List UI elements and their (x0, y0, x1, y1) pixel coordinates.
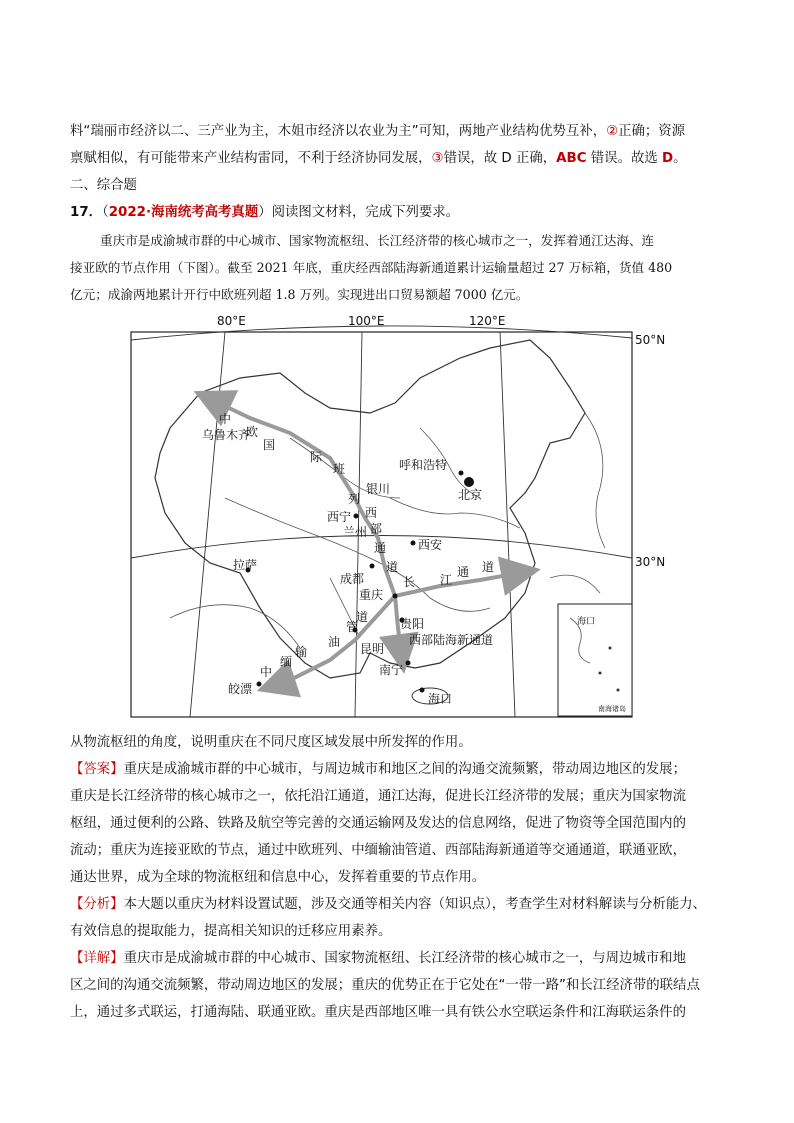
lon-100-label: 100°E (348, 314, 385, 328)
answer-tag: 【答案】 (70, 762, 124, 777)
city-xian: 西安 (418, 538, 443, 552)
detail-tag: 【详解】 (70, 951, 124, 966)
question-ask: 从物流枢纽的角度，说明重庆在不同尺度区域发展中所发挥的作用。 (70, 735, 472, 750)
city-kunming: 昆明 (360, 642, 385, 656)
route-char: 欧 (246, 425, 259, 439)
answer-continuation-line-2 (70, 145, 726, 172)
text-run: 料“瑞丽市经济以二、三产业为主，木姐市经济以农业为主”可知，两地产业结构优势互补， (70, 124, 607, 139)
route-char: 中 (219, 412, 232, 426)
route-char: 管 (346, 620, 359, 634)
route-char: 油 (328, 635, 341, 649)
lon-120-label: 120°E (469, 314, 506, 328)
city-jiegao: 皎漂 (228, 682, 253, 696)
city-xining: 西宁 (327, 510, 352, 524)
city-lanzhou: 兰州 (343, 525, 368, 539)
circled-number: ③ (431, 151, 444, 166)
answer-continuation-line-1 (70, 118, 726, 145)
answer-line-1 (70, 756, 726, 783)
question-stem (70, 199, 726, 226)
city-chengdu: 成都 (340, 572, 365, 586)
inset-caption: 南海诸岛 (598, 705, 626, 713)
city-guiyang: 贵阳 (400, 617, 425, 631)
option-letters: ABC (556, 151, 587, 166)
route-char: 通 (374, 541, 387, 555)
lat-50-label: 50°N (635, 333, 666, 347)
text-run: 重庆市是成渝城市群的中心城市、国家物流枢纽、长江经济带的核心城市之一，与周边城市和地 (123, 951, 686, 966)
route-char: 道 (482, 560, 495, 574)
answer-line-2: 重庆是长江经济带的核心城市之一，依托沿江通道，通江达海，促进长江经济带的发展；重庆为国家物流 (70, 789, 686, 804)
route-char: 长 (403, 575, 416, 589)
question-prompt: 阅读图文材料，完成下列要求。 (271, 205, 460, 220)
analysis-tag: 【分析】 (70, 897, 124, 912)
detail-line-2: 区之间的沟通交流频繁，带动周边地区的发展；重庆的优势正在于它处在“一带一路”和长江经济带的联结点 (70, 978, 700, 993)
city-yinchuan: 银川 (366, 482, 391, 496)
route-char: 中 (260, 665, 273, 679)
city-urumqi: 乌鲁木齐 (202, 428, 251, 442)
question-source: 2022·海南统考高考真题 (108, 205, 259, 220)
material-line-3: 亿元；成渝两地累计开行中欧班列超 1.8 万列。实现进出口贸易额超 7000 亿元。 (70, 287, 529, 302)
option-letter: D (662, 151, 674, 166)
text-run: 。 (673, 151, 687, 166)
route-map (130, 314, 666, 718)
analysis-line-2: 有效信息的提取能力，提高相关知识的迁移应用素养。 (70, 924, 392, 939)
material-line-2: 接亚欧的节点作用（下图）。截至 2021 年底，重庆经西部陆海新通道累计运输量超过 27 万标箱，货值 480 (70, 260, 673, 275)
city-nanning: 南宁 (379, 663, 404, 677)
answer-line-4: 流动；重庆为连接亚欧的节点，通过中欧班列、中缅输油管道、西部陆海新通道等交通通道，联通亚欧， (70, 843, 686, 858)
city-hohhot: 呼和浩特 (399, 458, 448, 472)
analysis-line-1 (70, 891, 726, 918)
paren: ） (258, 205, 272, 220)
route-char: 输 (295, 645, 308, 659)
route-char: 列 (348, 492, 361, 506)
detail-line-1 (70, 945, 726, 972)
section-heading: 二、综合题 (70, 178, 137, 193)
route-char: 西 (365, 506, 378, 520)
detail-line-3: 上，通过多式联运，打通海陆、联通亚欧。重庆是西部地区唯一具有铁公水空联运条件和江海联运条件的 (70, 1005, 686, 1020)
answer-line-5: 通达世界，成为全球的物流枢纽和信息中心，发挥着重要的节点作用。 (70, 870, 486, 885)
route-char: 际 (310, 450, 323, 464)
text-run: 重庆是成渝城市群的中心城市，与周边城市和地区之间的沟通交流频繁，带动周边地区的发展； (123, 762, 686, 777)
city-beijing: 北京 (458, 488, 483, 502)
city-lhasa: 拉萨 (233, 558, 258, 572)
text-run: 正确；资源 (618, 124, 686, 139)
city-haikou: 海口 (428, 692, 453, 706)
text-run: 错误。故选 (586, 151, 662, 166)
inset-haikou: 海口 (577, 617, 596, 627)
map-svg (130, 318, 635, 718)
text-run: 禀赋相似，有可能带来产业结构雷同，不利于经济协同发展， (70, 151, 432, 166)
material-line-1: 重庆市是成渝城市群的中心城市、国家物流枢纽、长江经济带的核心城市之一，发挥着通江达海、连 (100, 233, 655, 248)
circled-number: ② (606, 124, 619, 139)
route-char: 部 (370, 522, 383, 536)
route-char: 国 (263, 438, 276, 452)
text-run: 本大题以重庆为材料设置试题，涉及交通等相关内容（知识点），考查学生对材料解读与分析能力、 (123, 897, 707, 912)
route-char: 通 (457, 565, 470, 579)
corridor-label: 西部陆海新通道 (409, 633, 494, 647)
route-char: 江 (440, 573, 453, 587)
paren: （ (102, 205, 109, 220)
lon-80-label: 80°E (217, 314, 246, 328)
text-run: 错误，故 D 正确， (443, 151, 557, 166)
question-number: 17． (70, 205, 103, 220)
route-char: 道 (356, 610, 369, 624)
lat-30-label: 30°N (635, 555, 666, 569)
city-chongqing: 重庆 (359, 588, 384, 602)
route-char: 班 (333, 462, 346, 476)
route-char: 道 (386, 560, 399, 574)
answer-line-3: 枢纽，通过便利的公路、铁路及航空等完善的交通运输网及发达的信息网络，促进了物资等全国范围内的 (70, 816, 686, 831)
route-char: 缅 (280, 655, 293, 669)
